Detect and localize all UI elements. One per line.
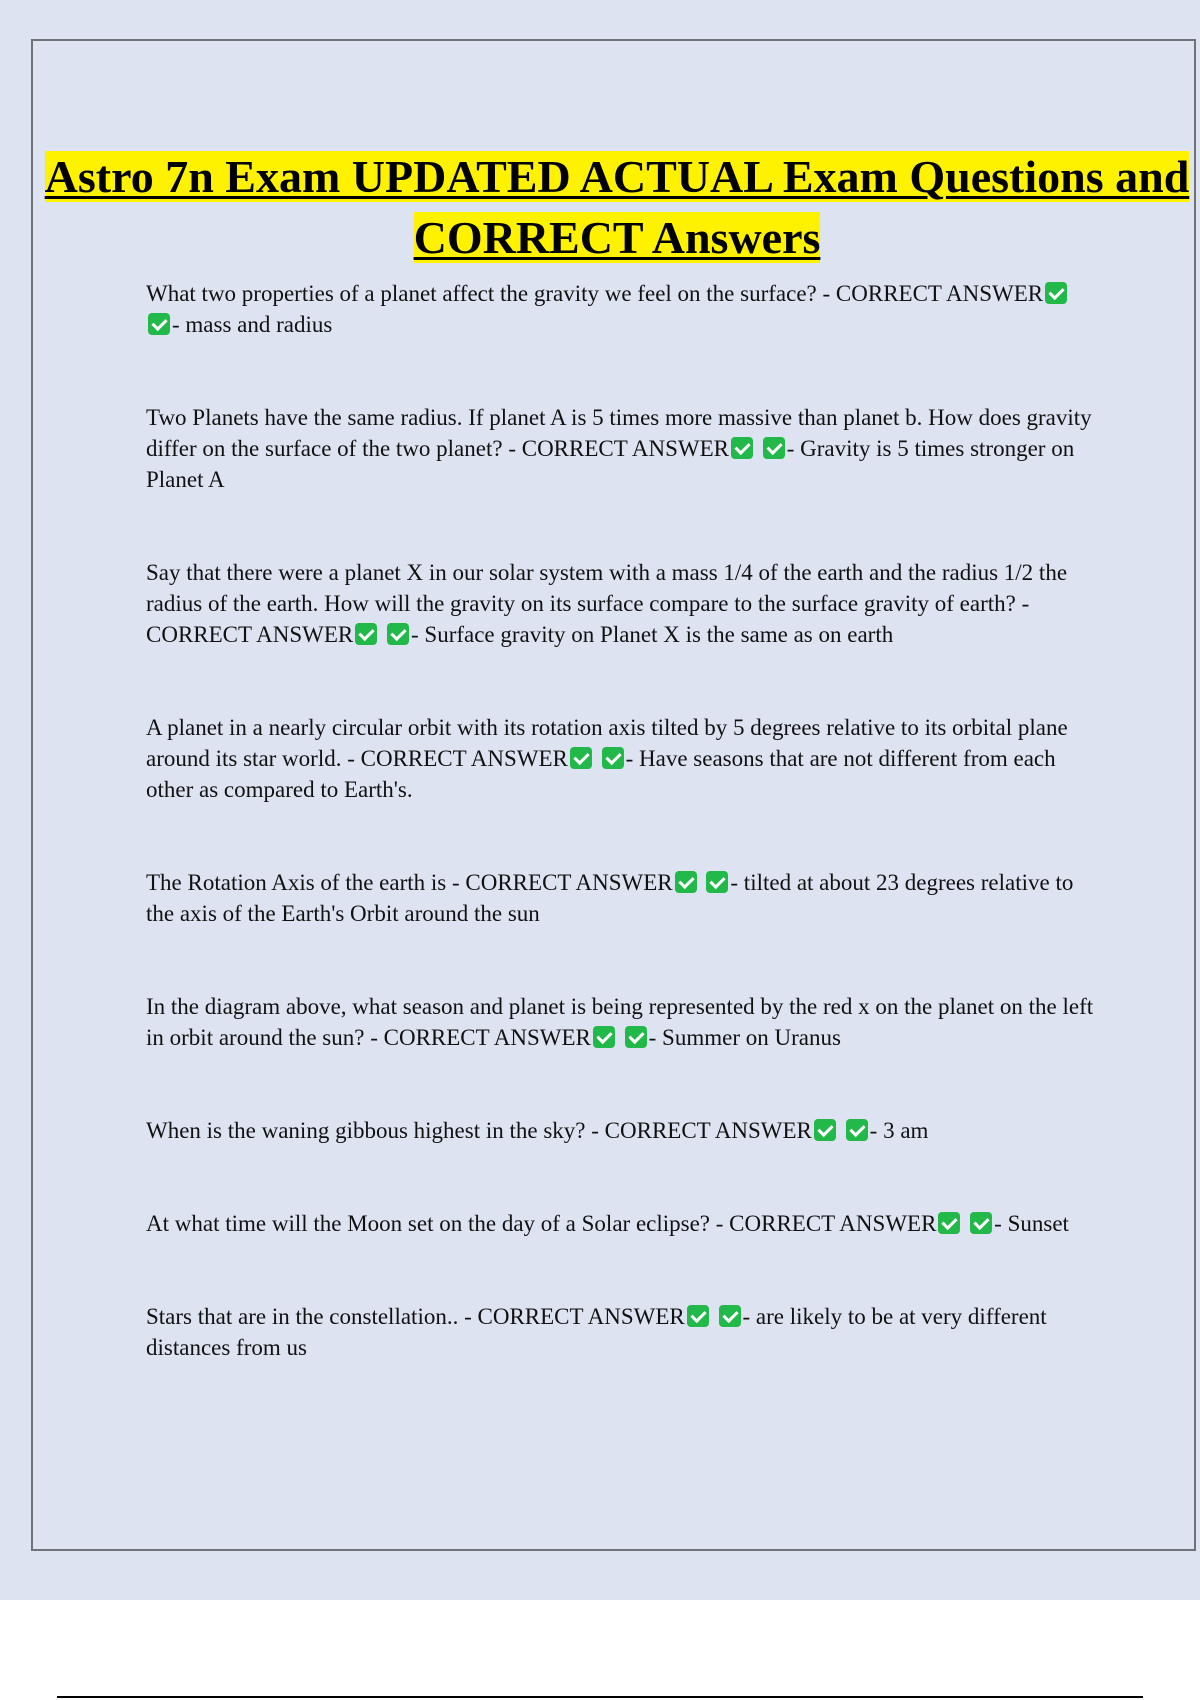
check-mark-icon [625, 1026, 647, 1048]
document-title [0, 146, 1200, 268]
answer-text: - 3 am [869, 1118, 929, 1143]
answer-text: - mass and radius [172, 312, 333, 337]
question-text: A planet in a nearly circular orbit with its rotation axis tilted by 5 degrees relative to its orbital plane around its star world. - CORRECT ANSWER [146, 715, 1068, 771]
check-mark-icon [387, 623, 409, 645]
answer-text: - Sunset [994, 1211, 1069, 1236]
qa-item [146, 557, 1096, 650]
check-mark-icon [719, 1305, 741, 1327]
check-mark-icon [602, 747, 624, 769]
qa-item [146, 1115, 1096, 1146]
check-mark-icon [846, 1119, 868, 1141]
answer-text: - tilted at about 23 degrees relative to the axis of the Earth's Orbit around the sun [146, 870, 1074, 926]
answer-text: - Summer on Uranus [648, 1025, 841, 1050]
qa-item [146, 712, 1096, 805]
answer-text: - Gravity is 5 times stronger on Planet A [146, 436, 1075, 492]
answer-text: - Have seasons that are not different from each other as compared to Earth's. [146, 746, 1056, 802]
qa-list [146, 278, 1096, 1363]
question-text: When is the waning gibbous highest in the sky? - CORRECT ANSWER [146, 1118, 812, 1143]
question-text: Stars that are in the constellation.. - CORRECT ANSWER [146, 1304, 685, 1329]
check-mark-icon [675, 871, 697, 893]
check-mark-icon [763, 437, 785, 459]
check-mark-icon [570, 747, 592, 769]
answer-text: - Surface gravity on Planet X is the same as on earth [411, 622, 894, 647]
qa-item [146, 1208, 1096, 1239]
question-text: The Rotation Axis of the earth is - CORRECT ANSWER [146, 870, 673, 895]
question-text: Two Planets have the same radius. If planet A is 5 times more massive than planet b. How does gravity differ on the surface of the two planet? - CORRECT ANSWER [146, 405, 1092, 461]
qa-item [146, 867, 1096, 929]
check-mark-icon [148, 313, 170, 335]
check-mark-icon [938, 1212, 960, 1234]
check-mark-icon [814, 1119, 836, 1141]
qa-item [146, 1301, 1096, 1363]
qa-item [146, 991, 1096, 1053]
check-mark-icon [1045, 282, 1067, 304]
check-mark-icon [355, 623, 377, 645]
check-mark-icon [970, 1212, 992, 1234]
check-mark-icon [731, 437, 753, 459]
question-text: At what time will the Moon set on the day of a Solar eclipse? - CORRECT ANSWER [146, 1211, 937, 1236]
check-mark-icon [687, 1305, 709, 1327]
qa-item [146, 278, 1096, 340]
document-title-text: Astro 7n Exam UPDATED ACTUAL Exam Questions and CORRECT Answers [44, 151, 1190, 263]
answer-text: - are likely to be at very different distances from us [146, 1304, 1047, 1360]
question-text: Say that there were a planet X in our solar system with a mass 1/4 of the earth and the radius 1/2 the radius of the earth. How will the gravity on its surface compare to the surface gravity of earth? - CORRECT ANSWER [146, 560, 1068, 647]
question-text: In the diagram above, what season and planet is being represented by the red x on the planet on the left in orbit around the sun? - CORRECT ANSWER [146, 994, 1094, 1050]
qa-item [146, 402, 1096, 495]
check-mark-icon [706, 871, 728, 893]
check-mark-icon [593, 1026, 615, 1048]
question-text: What two properties of a planet affect the gravity we feel on the surface? - CORRECT ANSWER [146, 281, 1044, 306]
bottom-divider [57, 1696, 1143, 1698]
